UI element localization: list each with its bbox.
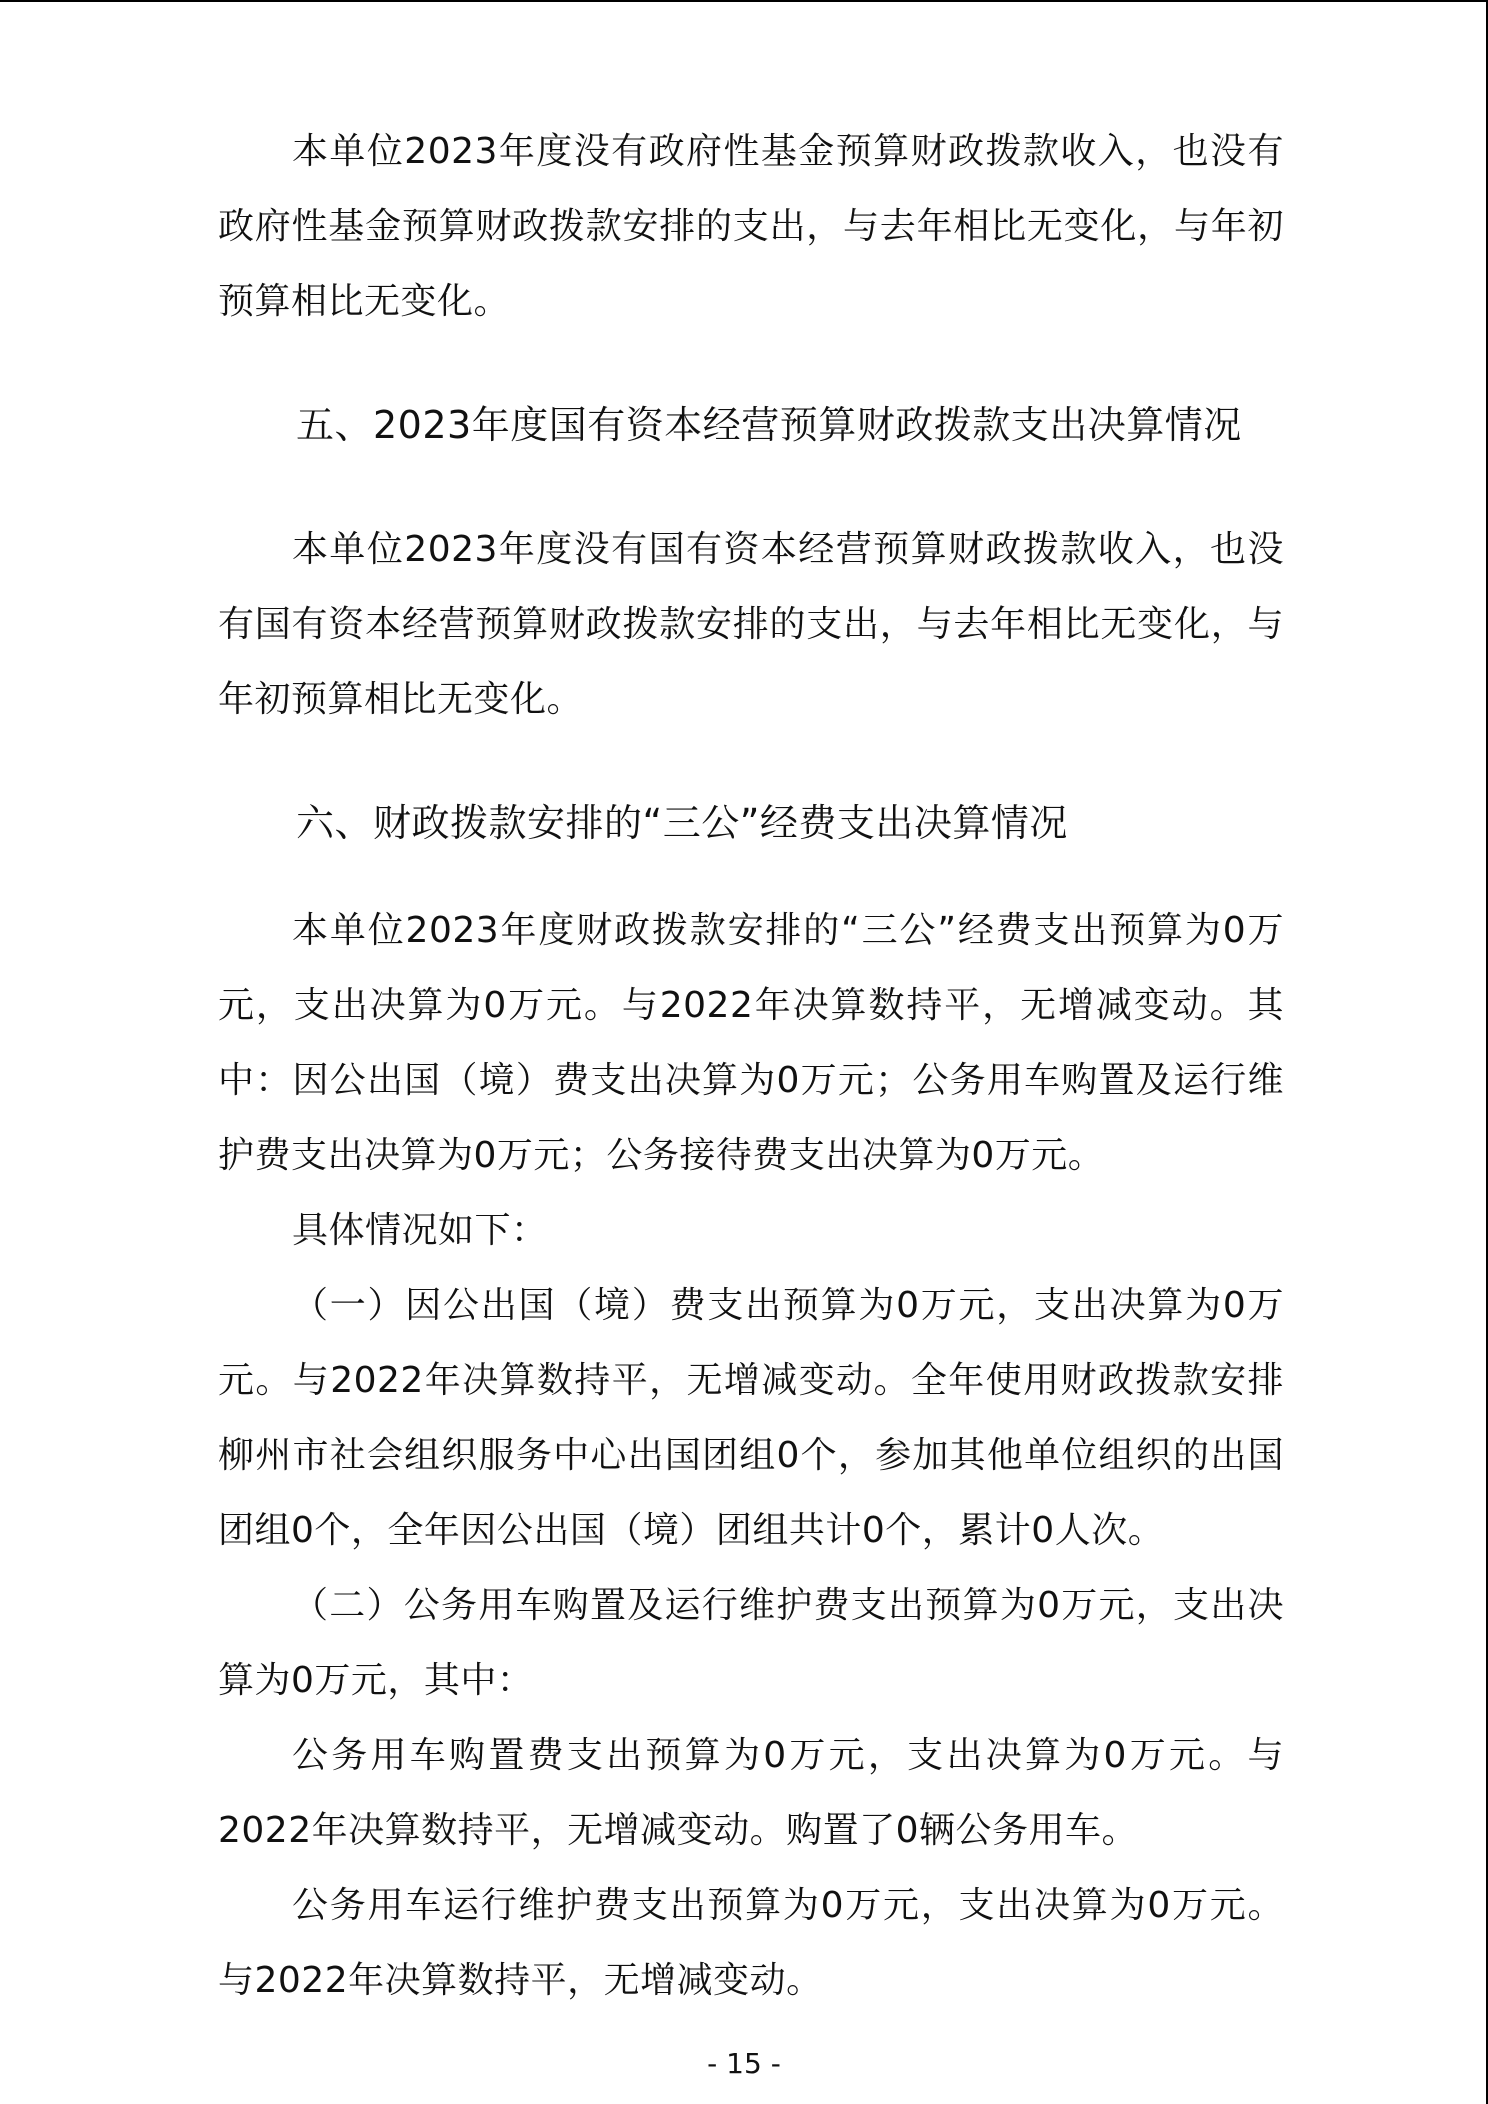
section-heading-6: 六、财政拨款安排的“三公”经费支出决算情况 — [296, 801, 1068, 845]
paragraph-vehicle-operation: 公务用车运行维护费支出预算为0万元，支出决算为0万元。与2022年决算数持平，无增减变动。 — [218, 1885, 1284, 2001]
paragraph-vehicle-purchase: 公务用车购置费支出预算为0万元，支出决算为0万元。与2022年决算数持平，无增减变动。购置了0辆公务用车。 — [218, 1735, 1284, 1851]
page-number: - 15 - — [707, 2047, 781, 2080]
paragraph-vehicle-summary: （二）公务用车购置及运行维护费支出预算为0万元，支出决算为0万元，其中： — [218, 1585, 1284, 1701]
paragraph-details-intro: 具体情况如下： — [292, 1210, 548, 1251]
paragraph-three-public-summary: 本单位2023年度财政拨款安排的“三公”经费支出预算为0万元，支出决算为0万元。与2022年决算数持平，无增减变动。其中：因公出国（境）费支出决算为0万元；公务用车购置及运行维护费支出决算为0万元；公务接待费支出决算为0万元。 — [218, 910, 1284, 1176]
paragraph-state-capital: 本单位2023年度没有国有资本经营预算财政拨款收入，也没有国有资本经营预算财政拨款安排的支出，与去年相比无变化，与年初预算相比无变化。 — [218, 529, 1284, 720]
paragraph-overseas-travel: （一）因公出国（境）费支出预算为0万元，支出决算为0万元。与2022年决算数持平，无增减变动。全年使用财政拨款安排柳州市社会组织服务中心出国团组0个，参加其他单位组织的出国团组0个，全年因公出国（境）团组共计0个，累计0人次。 — [218, 1285, 1284, 1551]
paragraph-government-fund: 本单位2023年度没有政府性基金预算财政拨款收入，也没有政府性基金预算财政拨款安排的支出，与去年相比无变化，与年初预算相比无变化。 — [218, 131, 1284, 322]
section-heading-5: 五、2023年度国有资本经营预算财政拨款支出决算情况 — [296, 403, 1242, 447]
document-body — [218, 114, 1284, 2018]
